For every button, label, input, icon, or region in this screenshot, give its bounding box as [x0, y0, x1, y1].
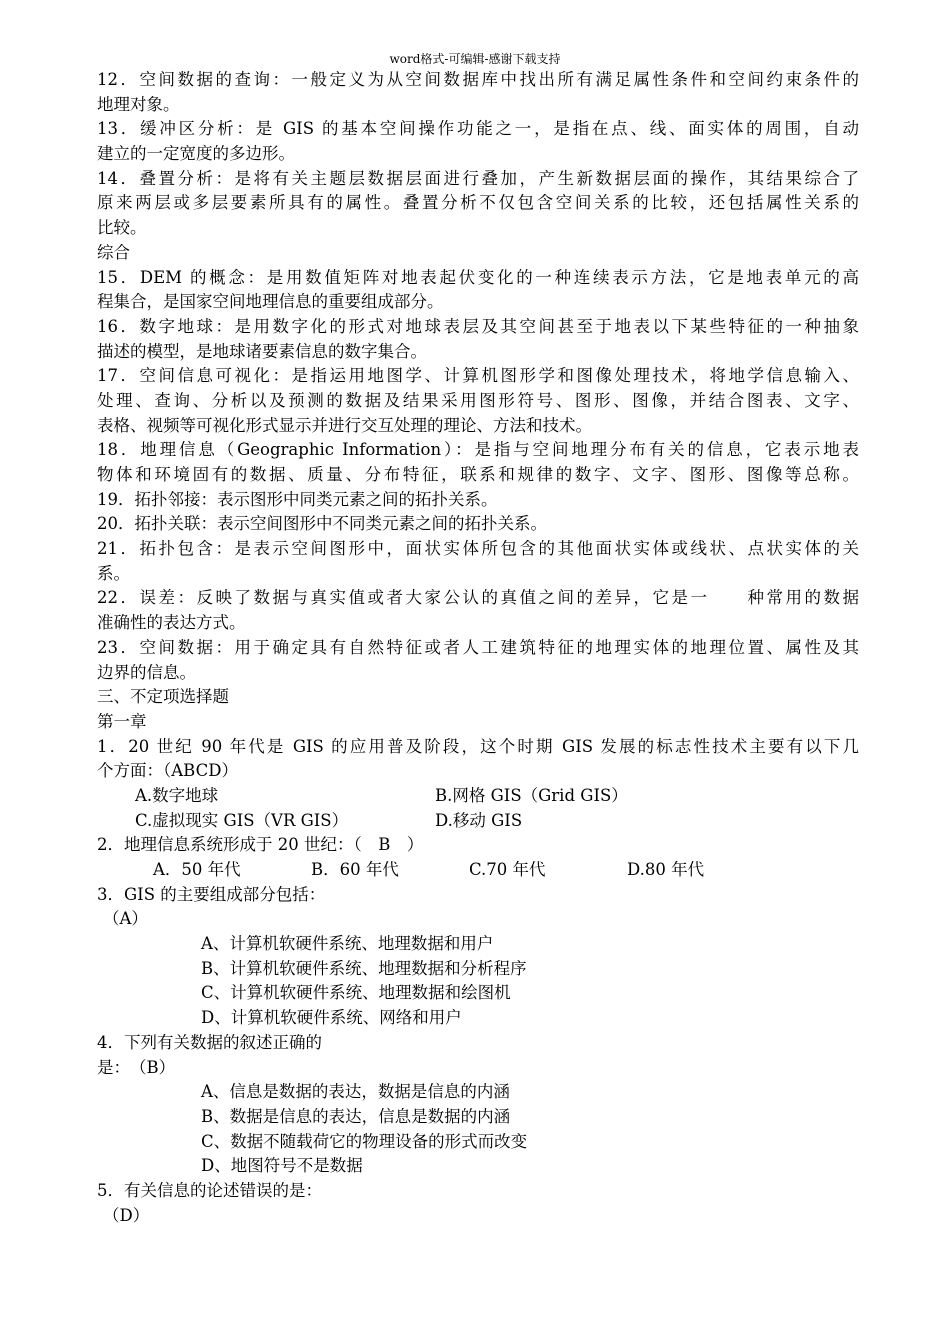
- page-header: word格式-可编辑-感谢下载支持: [389, 52, 561, 66]
- text-line: 23．空间数据：用于确定具有自然特征或者人工建筑特征的地理实体的地理位置、属性及其: [97, 637, 859, 657]
- question-stem: 个方面：（ABCD）: [97, 761, 238, 781]
- text-line: 准确性的表达方式。: [97, 613, 246, 633]
- text-line: 物体和环境固有的数据、质量、分布特征，联系和规律的数字、文字、图形、图像等总称。: [97, 465, 859, 484]
- text-line: 比较。: [97, 218, 147, 238]
- text-line: 15．DEM 的概念：是用数值矩阵对地表起伏变化的一种连续表示方法，它是地表单元的高: [97, 267, 859, 287]
- option-b: B．60 年代: [311, 860, 399, 879]
- question-stem: 3．GIS 的主要组成部分包括：: [97, 884, 326, 904]
- option-b: B、数据是信息的表达，信息是数据的内涵: [201, 1106, 511, 1126]
- text-line: 22．误差：反映了数据与真实值或者大家公认的真值之间的差异，它是一 种常用的数据: [97, 588, 859, 608]
- option-row: [97, 858, 859, 883]
- option-d: D、计算机软硬件系统、网络和用户: [201, 1008, 462, 1028]
- text-line: 系。: [97, 563, 130, 583]
- option-a: A、计算机软硬件系统、地理数据和用户: [201, 934, 494, 954]
- text-line: 21．拓扑包含：是表示空间图形中，面状实体所包含的其他面状实体或线状、点状实体的关: [97, 539, 859, 559]
- text-line: 19．拓扑邻接：表示图形中同类元素之间的拓扑关系。: [97, 489, 498, 509]
- text-line: 14．叠置分析：是将有关主题层数据层面进行叠加，产生新数据层面的操作，其结果综合了: [97, 168, 859, 188]
- text-line: 描述的模型，是地球诸要素信息的数字集合。: [97, 341, 427, 361]
- document-body: [97, 68, 859, 1228]
- text-line: 18．地理信息（Geographic Information）：是指与空间地理分布有关的信息，它表示地表: [97, 440, 859, 460]
- question-stem: 2．地理信息系统形成于 20 世纪：（ B ）: [97, 835, 424, 855]
- section-label: 综合: [97, 242, 130, 262]
- chapter-heading: 第一章: [97, 711, 147, 731]
- section-heading: 三、不定项选择题: [97, 687, 229, 707]
- text-line: 表格、视频等可视化形式显示并进行交互处理的理论、方法和技术。: [97, 415, 592, 435]
- option-d: D.移动 GIS: [435, 810, 523, 830]
- text-line: 处理、查询、分析以及预测的数据及结果采用图形符号、图形、图像，并结合图表、文字、: [97, 390, 859, 410]
- text-line: 13．缓冲区分析：是 GIS 的基本空间操作功能之一，是指在点、线、面实体的周围，自动: [97, 119, 859, 139]
- option-c: C.70 年代: [469, 860, 546, 879]
- text-line: 边界的信息。: [97, 662, 196, 682]
- option-row: [97, 809, 859, 834]
- text-line: 17．空间信息可视化：是指运用地图学、计算机图形学和图像处理技术，将地学信息输入、: [97, 366, 859, 386]
- question-stem: 4．下列有关数据的叙述正确的: [97, 1032, 322, 1052]
- option-d: D、地图符号不是数据: [201, 1156, 363, 1176]
- answer-label: （D）: [103, 1205, 150, 1225]
- answer-label: 是： （B）: [97, 1057, 176, 1077]
- option-c: C、数据不随载荷它的物理设备的形式而改变: [201, 1131, 528, 1151]
- option-a: A、信息是数据的表达，数据是信息的内涵: [201, 1082, 510, 1102]
- text-line: 原来两层或多层要素所具有的属性。叠置分析不仅包含空间关系的比较，还包括属性关系的: [97, 193, 859, 213]
- answer-label: （A）: [103, 909, 148, 929]
- question-stem: 1．20 世纪 90 年代是 GIS 的应用普及阶段，这个时期 GIS 发展的标志性技术主要有以下几: [97, 736, 859, 756]
- text-line: 程集合，是国家空间地理信息的重要组成部分。: [97, 292, 444, 312]
- option-b: B、计算机软硬件系统、地理数据和分析程序: [201, 958, 527, 978]
- option-c: C.虚拟现实 GIS（VR GIS）: [135, 810, 349, 830]
- text-line: 16．数字地球：是用数字化的形式对地球表层及其空间甚至于地表以下某些特征的一种抽象: [97, 316, 859, 336]
- option-d: D.80 年代: [627, 860, 705, 879]
- option-a: A.数字地球: [135, 785, 219, 805]
- option-c: C、计算机软硬件系统、地理数据和绘图机: [201, 983, 511, 1003]
- option-a: A．50 年代: [153, 860, 241, 879]
- text-line: 12．空间数据的查询：一般定义为从空间数据库中找出所有满足属性条件和空间约束条件的: [97, 70, 859, 89]
- text-line: 建立的一定宽度的多边形。: [97, 144, 295, 164]
- question-stem: 5．有关信息的论述错误的是：: [97, 1180, 322, 1200]
- option-b: B.网格 GIS（Grid GIS）: [435, 785, 628, 805]
- text-line: 20．拓扑关联：表示空间图形中不同类元素之间的拓扑关系。: [97, 514, 547, 534]
- text-line: 地理对象。: [97, 94, 180, 114]
- option-row: [97, 784, 859, 809]
